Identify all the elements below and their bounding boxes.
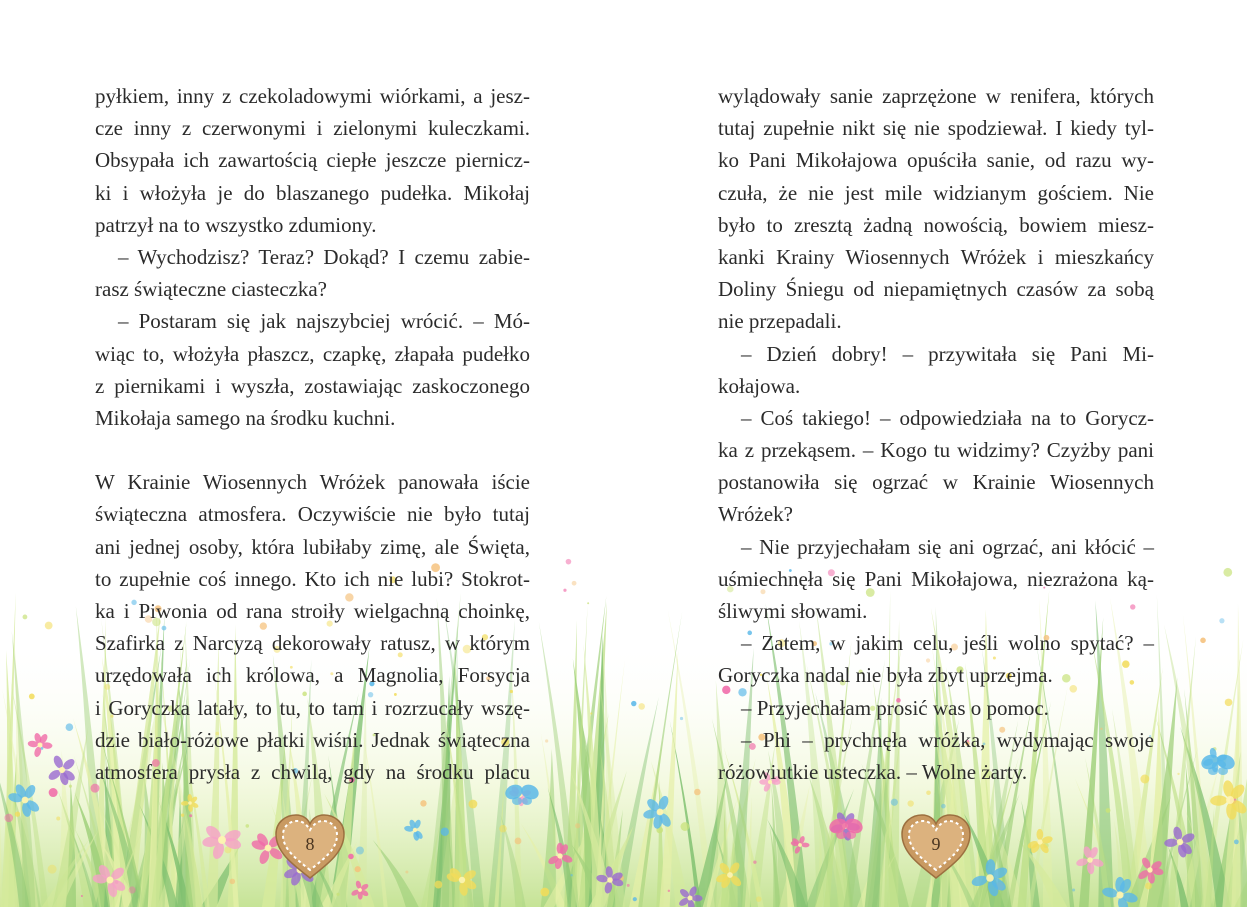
text-line: Mikołaja samego na środku kuchni.	[95, 405, 396, 430]
text-line: rasz świąteczne ciasteczka?	[95, 277, 328, 302]
text-line: to zupełnie coś innego. Kto ich nie lubi? Stokrot-	[95, 566, 530, 591]
text-line: ka z przekąsem. – Kogo tu widzimy? Czyżby pani	[718, 438, 1154, 463]
page-number: 9	[931, 834, 941, 854]
text-line: atmosfera prysła z chwilą, gdy na środku placu	[95, 759, 530, 784]
text-line: – Phi – prychnęła wróżka, wydymając swoje	[741, 727, 1154, 752]
text-line: śliwymi słowami.	[718, 599, 868, 623]
text-line: tutaj zupełnie nikt się nie spodziewał. I kiedy tyl-	[718, 116, 1154, 141]
text-line: – Przyjechałam prosić was o pomoc.	[741, 695, 1049, 720]
text-line: Wróżek?	[718, 502, 793, 527]
text-line: – Dzień dobry! – przywitała się Pani Mi-	[741, 341, 1154, 366]
text-line	[95, 434, 530, 466]
page-number-badge-right	[898, 812, 974, 882]
text-line: – Nie przyjechałam się ani ogrzać, ani kłócić –	[741, 534, 1154, 559]
page-number: 8	[305, 834, 315, 854]
text-line: kołajowa.	[718, 373, 801, 398]
text-line: wiąc to, włożyła płaszcz, czapkę, złapała pudełko	[95, 341, 530, 366]
text-line: czuła, że nie jest mile widzianym gościem. Nie	[718, 180, 1154, 205]
text-line: uśmiechnęła się Pani Mikołajowa, niezrażona ką-	[718, 566, 1154, 591]
text-line: Obsypała ich zawartością ciepłe jeszcze piernicz-	[95, 148, 530, 173]
text-line: Szafirka z Narcyzą dekorowały ratusz, w którym	[95, 631, 530, 656]
text-line: pyłkiem, inny z czekoladowymi wiórkami, a jesz-	[95, 84, 530, 108]
text-line: postanowiła się ogrzać w Krainie Wiosennych	[718, 470, 1154, 495]
text-line: świąteczna atmosfera. Oczywiście nie było tutaj	[95, 502, 530, 527]
text-line: różowiutkie usteczka. – Wolne żarty.	[718, 759, 1028, 784]
text-line: i Goryczka latały, to tu, to tam i rozrzucały wszę-	[95, 695, 530, 720]
text-line: ko Pani Mikołajowa opuściła sanie, od razu wy-	[718, 148, 1154, 173]
text-line: Goryczka nadal nie była zbyt uprzejma.	[718, 663, 1053, 688]
text-line: – Zatem, w jakim celu, jeśli wolno spytać? –	[741, 631, 1154, 656]
text-line: ani jednej osoby, która lubiłaby zimę, ale Święta,	[95, 534, 530, 559]
left-page-text	[95, 80, 530, 788]
text-line: cze inny z czerwonymi i zielonymi kuleczkami.	[95, 116, 530, 141]
text-line: – Wychodzisz? Teraz? Dokąd? I czemu zabie-	[118, 244, 530, 269]
text-line: urzędowała ich królowa, a Magnolia, Forsycja	[95, 663, 530, 688]
text-line: było to zresztą żadną nowością, bowiem miesz-	[718, 212, 1154, 237]
text-line: ka i Piwonia od rana stroiły wielgachną choinkę,	[95, 599, 530, 623]
text-line: z piernikami i wyszła, zostawiając zaskoczonego	[95, 373, 530, 398]
text-line: kanki Krainy Wiosennych Wróżek i mieszkańcy	[718, 244, 1154, 269]
text-line: patrzył na to wszystko zdumiony.	[95, 212, 377, 237]
right-page-text	[718, 80, 1154, 788]
text-line: W Krainie Wiosennych Wróżek panowała iście	[95, 470, 530, 495]
text-line: Doliny Śniegu od niepamiętnych czasów za sobą	[718, 277, 1154, 302]
text-line: dzie biało-różowe płatki wiśni. Jednak świąteczna	[95, 727, 530, 752]
text-line: nie przepadali.	[718, 309, 842, 334]
text-line: – Coś takiego! – odpowiedziała na to Gorycz-	[741, 405, 1154, 430]
page-number-badge-left	[272, 812, 348, 882]
text-line: – Postaram się jak najszybciej wrócić. – Mó-	[118, 309, 530, 334]
text-line: ki i włożyła je do blaszanego pudełka. Mikołaj	[95, 180, 530, 205]
text-line: wylądowały sanie zaprzężone w renifera, których	[718, 84, 1154, 108]
